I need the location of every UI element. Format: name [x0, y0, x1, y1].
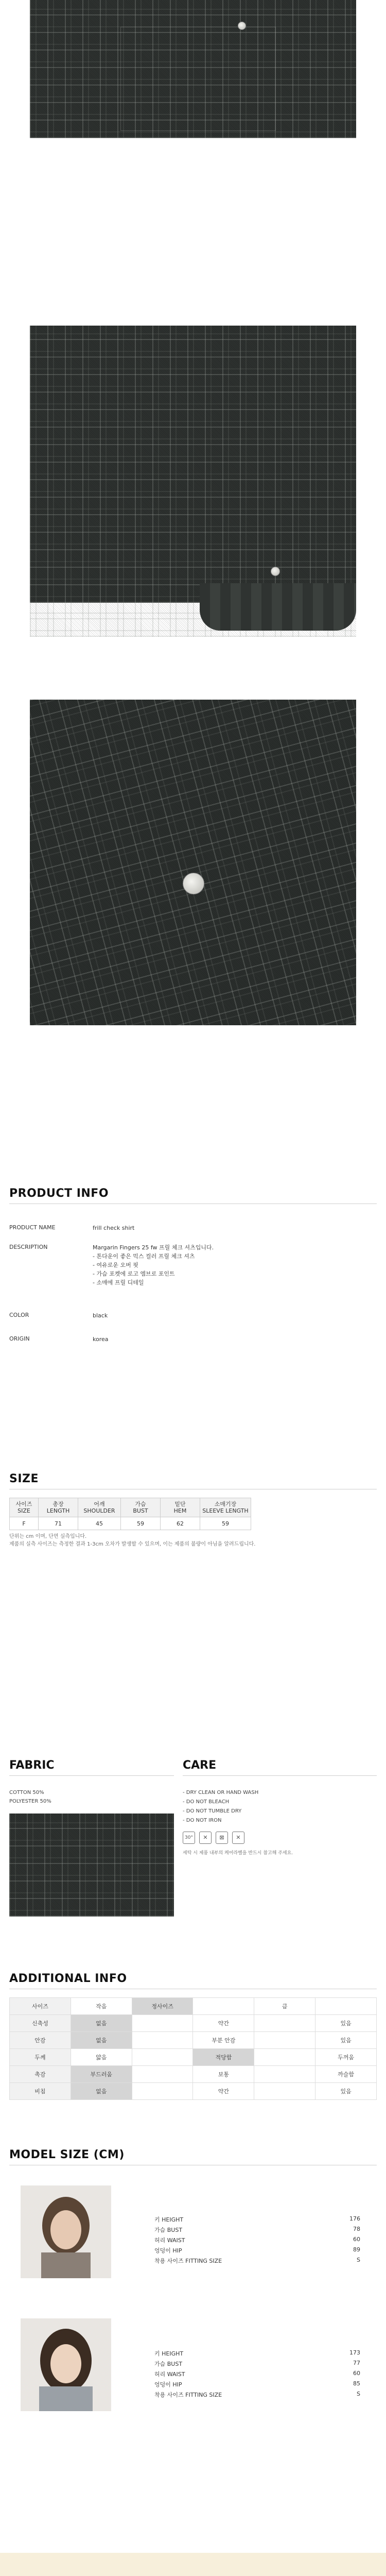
model-size-row: [154, 2360, 360, 2368]
model-size-row: [154, 2370, 360, 2378]
additional-info-cell: [315, 1998, 377, 2015]
additional-info-cell: [132, 2049, 193, 2066]
fabric-composition-2: POLYESTER 50%: [9, 1799, 51, 1804]
size-title: SIZE: [9, 1472, 39, 1485]
model-photo-1: [21, 2185, 111, 2278]
fabric-rule: [9, 1775, 174, 1776]
model-size-row: [154, 2349, 360, 2358]
care-rule: [183, 1775, 377, 1776]
care-note: 세탁 시 제품 내부의 케어라벨을 반드시 참고해 주세요.: [183, 1851, 293, 1856]
additional-info-cell: [254, 2083, 315, 2100]
additional-info-title: ADDITIONAL INFO: [9, 1972, 127, 1985]
length-cell: 71: [39, 1517, 78, 1530]
model-size-label: 착용 사이즈 FITTING SIZE: [154, 2392, 222, 2398]
description-line-3: - 여유로운 오버 핏: [93, 1262, 138, 1268]
model-size-value: S: [357, 2391, 360, 2397]
additional-info-cell: 없음: [71, 2032, 132, 2049]
no-iron-icon: ✕: [232, 1832, 244, 1844]
additional-info-label: 신축성: [10, 2015, 71, 2032]
model-size-value: 77: [353, 2360, 360, 2366]
additional-info-cell: [254, 2032, 315, 2049]
additional-info-label: 비침: [10, 2083, 71, 2100]
additional-info-cell: [193, 1998, 254, 2015]
model-photo-2: [21, 2318, 111, 2411]
model-size-label: 착용 사이즈 FITTING SIZE: [154, 2258, 222, 2264]
additional-info-cell: 얇음: [71, 2049, 132, 2066]
additional-info-cell: [254, 2066, 315, 2083]
additional-info-cell: 있음: [315, 2083, 377, 2100]
sleeve-header-cell: 소매기장 SLEEVE LENGTH: [200, 1498, 251, 1517]
product-name-value: frill check shirt: [93, 1225, 135, 1231]
product-info-title: PRODUCT INFO: [9, 1187, 109, 1200]
product-name-label: PRODUCT NAME: [9, 1224, 56, 1231]
additional-info-cell: [254, 2049, 315, 2066]
model-size-title: MODEL SIZE (CM): [9, 2148, 125, 2161]
fabric-composition-1: COTTON 50%: [9, 1790, 44, 1795]
model-size-value: 173: [349, 2349, 360, 2356]
model-size-label: 가슴 BUST: [154, 2361, 183, 2367]
model-size-row: [154, 2215, 360, 2224]
description-line-1: Margarin Fingers 25 fw 프릴 체크 셔츠입니다.: [93, 1244, 214, 1251]
origin-label: ORIGIN: [9, 1335, 30, 1342]
model-size-label: 허리 WAIST: [154, 2237, 185, 2244]
model-size-row: [154, 2257, 360, 2265]
shoulder-header-cell: 어깨 SHOULDER: [78, 1498, 121, 1517]
size-table: [9, 1498, 251, 1530]
model-size-label: 가슴 BUST: [154, 2227, 183, 2233]
additional-info-cell: 부분 안감: [193, 2032, 254, 2049]
care-item: - DRY CLEAN OR HAND WASH: [183, 1790, 259, 1795]
no-bleach-icon: ✕: [199, 1832, 212, 1844]
additional-info-cell: 없음: [71, 2083, 132, 2100]
care-item: - DO NOT TUMBLE DRY: [183, 1808, 242, 1814]
additional-info-cell: 약간: [193, 2083, 254, 2100]
additional-info-cell: [132, 2066, 193, 2083]
additional-info-cell: 있음: [315, 2015, 377, 2032]
additional-info-cell: 보통: [193, 2066, 254, 2083]
additional-info-cell: 정사이즈: [132, 1998, 193, 2015]
additional-info-label: 촉감: [10, 2066, 71, 2083]
additional-info-table: [9, 1997, 377, 2100]
model-size-label: 키 HEIGHT: [154, 2216, 184, 2223]
model-size-label: 허리 WAIST: [154, 2371, 185, 2378]
sleeve-cell: 59: [200, 1517, 251, 1530]
bust-cell: 59: [121, 1517, 161, 1530]
description-label: DESCRIPTION: [9, 1244, 48, 1250]
model-size-value: 78: [353, 2226, 360, 2232]
model-size-row: [154, 2246, 360, 2255]
size-note-2: 제품의 실측 사이즈는 측정한 결과 1-3cm 오차가 발생할 수 있으며, 이는 제품의 불량이 아님을 알려드립니다.: [9, 1541, 256, 1547]
model-size-value: 85: [353, 2380, 360, 2387]
additional-info-label: 두께: [10, 2049, 71, 2066]
additional-info-cell: [254, 2015, 315, 2032]
description-line-5: - 소매에 프릴 디테일: [93, 1279, 144, 1286]
additional-info-row: [10, 2032, 377, 2049]
additional-info-cell: [132, 2083, 193, 2100]
additional-info-cell: 작음: [71, 1998, 132, 2015]
additional-info-row: [10, 2049, 377, 2066]
model-size-label: 엉덩이 HIP: [154, 2381, 182, 2388]
model-size-label: 엉덩이 HIP: [154, 2247, 182, 2254]
additional-info-cell: 약간: [193, 2015, 254, 2032]
pocket-outline: [120, 27, 276, 131]
length-header-cell: 총장 LENGTH: [39, 1498, 78, 1517]
placket-button: [183, 873, 204, 894]
additional-info-cell: 까슬함: [315, 2066, 377, 2083]
shoulder-cell: 45: [78, 1517, 121, 1530]
cuff-frill: [200, 583, 356, 631]
care-item: - DO NOT IRON: [183, 1818, 222, 1823]
additional-info-cell: 없음: [71, 2015, 132, 2032]
model-size-value: 89: [353, 2246, 360, 2253]
model-size-value: S: [357, 2257, 360, 2263]
guide-section: [0, 2553, 386, 2576]
hand-wash-icon: 30°: [183, 1832, 195, 1844]
cuff-button: [271, 567, 280, 576]
model-size-row: [154, 2226, 360, 2234]
size-row: [10, 1517, 251, 1530]
care-list: [183, 1788, 258, 1825]
model-size-label: 키 HEIGHT: [154, 2350, 184, 2357]
additional-info-cell: 두꺼움: [315, 2049, 377, 2066]
hem-header-cell: 밑단 HEM: [161, 1498, 200, 1517]
additional-info-cell: 적당함: [193, 2049, 254, 2066]
product-photo-pocket: [30, 0, 356, 138]
no-tumble-dry-icon: ⊠: [216, 1832, 228, 1844]
additional-info-cell: 부드러움: [71, 2066, 132, 2083]
additional-info-cell: 있음: [315, 2032, 377, 2049]
model-size-row: [154, 2380, 360, 2388]
additional-info-label: 사이즈: [10, 1998, 71, 2015]
additional-info-row: [10, 2015, 377, 2032]
additional-info-cell: [132, 2032, 193, 2049]
additional-info-cell: [132, 2015, 193, 2032]
sleeve-fabric: [30, 326, 356, 603]
size-header-cell: 사이즈 SIZE: [10, 1498, 39, 1517]
description-line-2: - 톤다운이 좋은 믹스 컬러 프릴 체크 셔츠: [93, 1253, 195, 1260]
additional-info-row: [10, 2083, 377, 2100]
color-value: black: [93, 1312, 108, 1319]
size-header-row: [10, 1498, 251, 1517]
product-photo-button-detail: [30, 700, 356, 1025]
fabric-swatch: [9, 1814, 174, 1917]
description-line-4: - 가슴 포켓에 로고 엠브로 포인트: [93, 1270, 175, 1277]
care-title: CARE: [183, 1759, 217, 1772]
color-label: COLOR: [9, 1312, 29, 1318]
hem-cell: 62: [161, 1517, 200, 1530]
additional-info-row: [10, 2066, 377, 2083]
model-size-value: 60: [353, 2370, 360, 2377]
bust-header-cell: 가슴 BUST: [121, 1498, 161, 1517]
size-note-1: 단위는 cm 이며, 단면 실측입니다.: [9, 1534, 87, 1539]
model-size-value: 176: [349, 2215, 360, 2222]
care-item: - DO NOT BLEACH: [183, 1799, 230, 1805]
fabric-title: FABRIC: [9, 1759, 55, 1772]
additional-info-row: [10, 1998, 377, 2015]
additional-info-label: 안감: [10, 2032, 71, 2049]
origin-value: korea: [93, 1336, 109, 1343]
model-size-value: 60: [353, 2236, 360, 2243]
model-size-row: [154, 2391, 360, 2399]
size-cell: F: [10, 1517, 39, 1530]
product-photo-cuff: [30, 326, 356, 637]
additional-info-cell: 큼: [254, 1998, 315, 2015]
model-size-row: [154, 2236, 360, 2244]
